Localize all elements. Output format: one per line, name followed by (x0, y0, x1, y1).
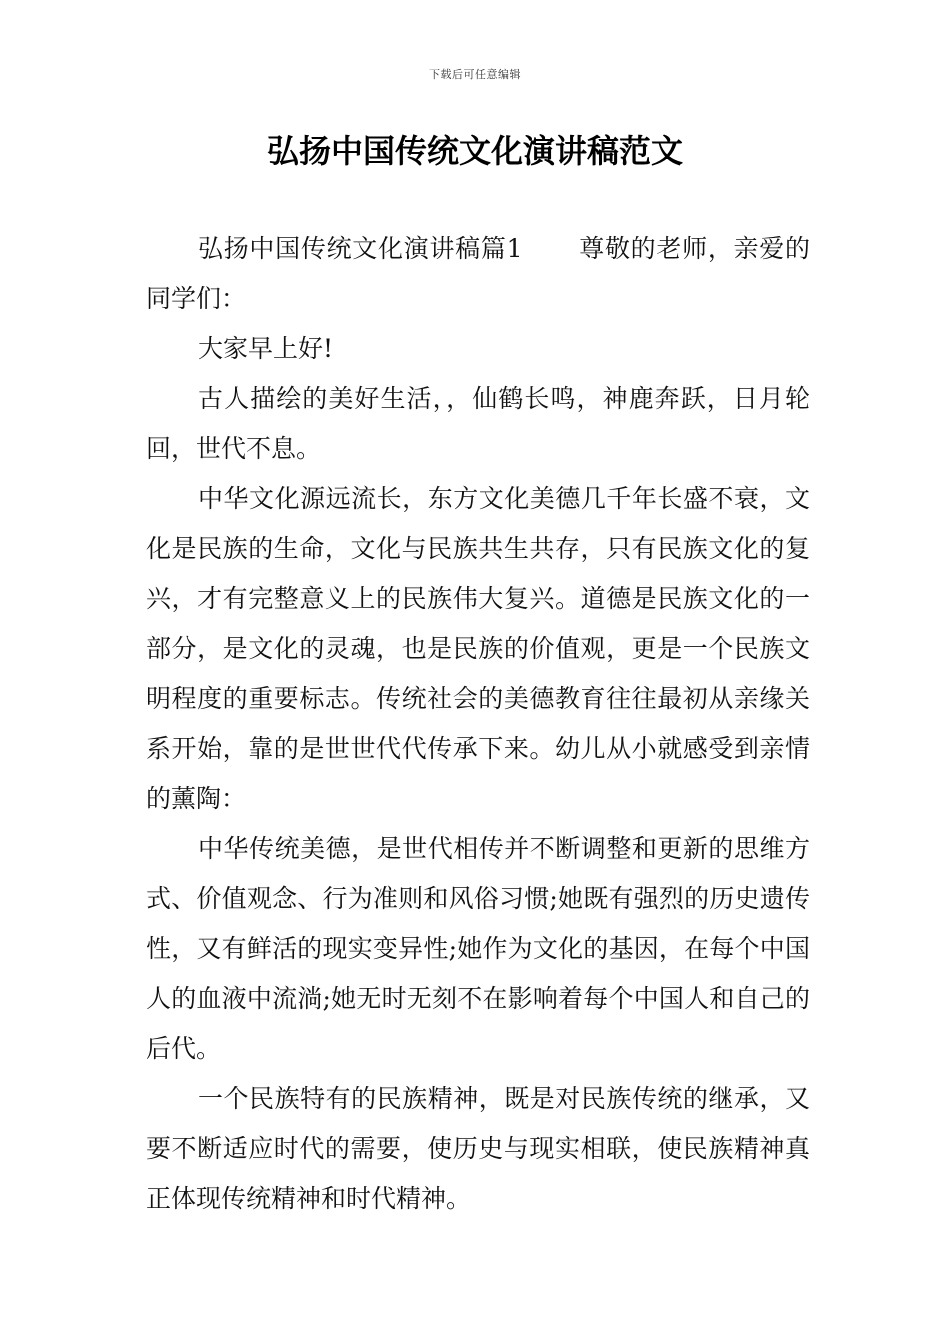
body-paragraph: 古人描绘的美好生活，，仙鹤长鸣，神鹿奔跃，日月轮回，世代不息。 (146, 384, 810, 463)
salutation: 尊敬的老师，亲爱的同学们： (146, 234, 810, 313)
section-heading: 弘扬中国传统文化演讲稿篇1 (198, 234, 523, 263)
body-paragraph: 中华文化源远流长，东方文化美德几千年长盛不衰，文化是民族的生命，文化与民族共生共存，只有民族文化的复兴，才有完整意义上的民族伟大复兴。道德是民族文化的一部分，是文化的灵魂，也是民族的价值观，更是一个民族文明程度的重要标志。传统社会的美德教育往往最初从亲缘关系开始，靠的是世世代代传承下来。幼儿从小就感受到亲情的薰陶： (146, 484, 810, 813)
intro-paragraph (146, 224, 810, 324)
document-body (146, 224, 810, 1224)
document-title: 弘扬中国传统文化演讲稿范文 (266, 132, 683, 170)
body-paragraph: 中华传统美德，是世代相传并不断调整和更新的思维方式、价值观念、行为准则和风俗习惯;她既有强烈的历史遗传性，又有鲜活的现实变异性;她作为文化的基因，在每个中国人的血液中流淌;她无时无刻不在影响着每个中国人和自己的后代。 (146, 834, 810, 1063)
greeting-paragraph: 大家早上好! (198, 334, 334, 363)
body-paragraph: 一个民族特有的民族精神，既是对民族传统的继承，又要不断适应时代的需要，使历史与现实相联，使民族精神真正体现传统精神和时代精神。 (146, 1084, 810, 1213)
header-note: 下载后可任意编辑 (429, 68, 521, 81)
